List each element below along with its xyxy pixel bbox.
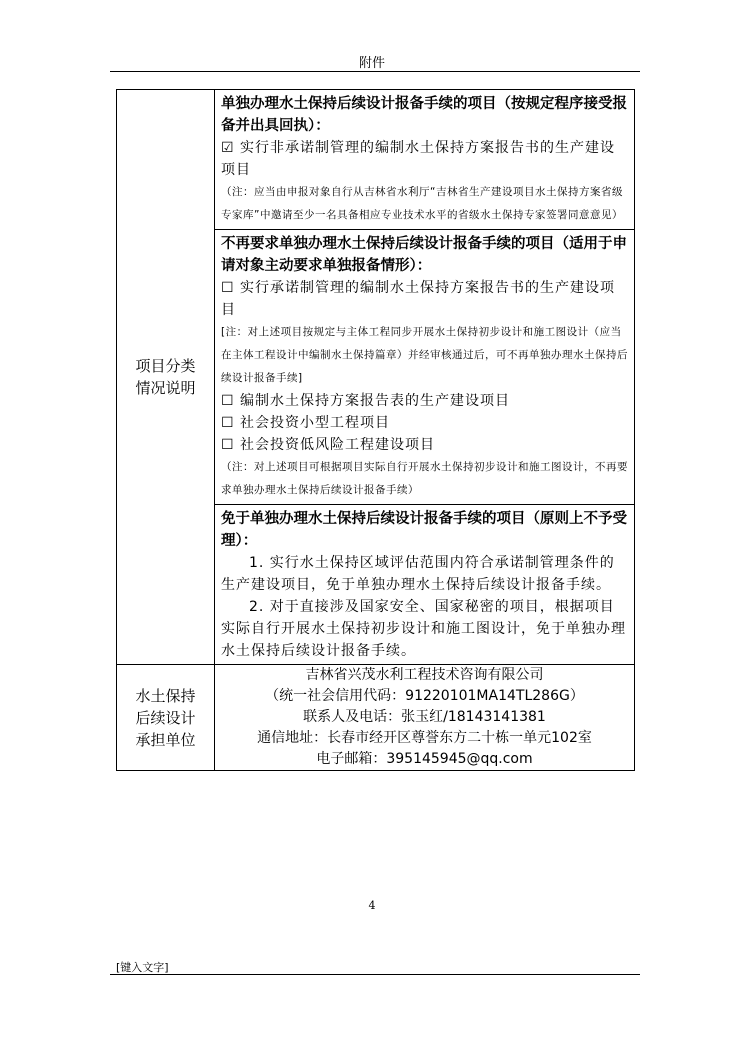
item-text: 实行承诺制管理的编制水土保持方案报告书的生产建设项目 (221, 280, 616, 318)
unit-info-cell (215, 665, 635, 771)
section-2-cell (215, 230, 635, 505)
unit-name: 吉林省兴茂水利工程技术咨询有限公司 (305, 667, 544, 683)
item-text: 社会投资低风险工程建设项目 (240, 437, 436, 453)
checkbox-icon[interactable]: ☐ (221, 437, 235, 453)
header-rule (110, 71, 640, 72)
unit-row (117, 665, 635, 771)
section-3-cell (215, 505, 635, 665)
unit-address: 通信地址：长春市经开区尊誉东方二十栋一单元102室 (257, 730, 592, 746)
section-3-paragraph-2: 2. 对于直接涉及国家安全、国家秘密的项目，根据项目实际自行开展水土保持初步设计和施工图设计，免于单独办理水土保持后续设计报备手续。 (221, 599, 626, 659)
unit-email: 电子邮箱：395145945@qq.com (316, 751, 533, 767)
unit-label-line-1: 水土保持 (135, 686, 196, 705)
checkbox-icon[interactable]: ☐ (221, 393, 235, 409)
section-1-cell (215, 90, 635, 230)
page-number: 4 (368, 899, 376, 912)
section-2-item-3 (221, 412, 628, 434)
section-3-paragraph-1: 1. 实行水土保持区域评估范围内符合承诺制管理条件的生产建设项目，免于单独办理水土保持后续设计报备手续。 (221, 555, 615, 593)
section-2-item-1 (221, 277, 628, 321)
category-label-cell (117, 90, 215, 665)
checked-checkbox-icon[interactable]: ☑ (221, 140, 235, 156)
unit-label-line-2: 后续设计 (135, 708, 196, 727)
section-2-note: [注：对上述项目按规定与主体工程同步开展水土保持初步设计和施工图设计（应当在主体工程设计中编制水土保持篇章）并经审核通过后，可不再单独办理水土保持后续设计报备手续] (221, 326, 628, 384)
unit-label-line-3: 承担单位 (135, 730, 196, 749)
unit-contact: 联系人及电话：张玉红/18143141381 (303, 709, 546, 725)
section-1-note: （注：应当由申报对象自行从吉林省水利厅“吉林省生产建设项目水土保持方案省级专家库”中邀请至少一名具备相应专业技术水平的省级水土保持专家签署同意意见） (221, 186, 623, 221)
unit-label-cell (117, 665, 215, 771)
category-label-line-2: 情况说明 (135, 379, 196, 397)
checkbox-icon[interactable]: ☐ (221, 415, 235, 431)
section-1-title: 单独办理水土保持后续设计报备手续的项目（按规定程序接受报备并出具回执）： (221, 96, 627, 134)
header-title: 附件 (358, 56, 385, 71)
section-2-note-2: （注：对上述项目可根据项目实际自行开展水土保持初步设计和施工图设计，不再要求单独办理水土保持后续设计报备手续） (221, 461, 628, 496)
section-2-item-2 (221, 390, 628, 412)
checkbox-icon[interactable]: ☐ (221, 280, 235, 296)
section-1-item-1 (221, 137, 628, 181)
section-2-item-4 (221, 434, 628, 456)
item-text: 编制水土保持方案报告表的生产建设项目 (240, 393, 511, 409)
project-table (116, 89, 635, 771)
item-text: 实行非承诺制管理的编制水土保持方案报告书的生产建设项目 (221, 140, 616, 178)
section-row-1 (117, 90, 635, 230)
section-3-title: 免于单独办理水土保持后续设计报备手续的项目（原则上不予受理）： (221, 511, 627, 549)
footer-rule (110, 974, 640, 975)
category-label-line-1: 项目分类 (135, 357, 196, 375)
item-text: 社会投资小型工程项目 (240, 415, 391, 431)
unit-credit-code: （统一社会信用代码：91220101MA14TL286G） (265, 688, 584, 704)
footer-text: [键入文字] (116, 961, 169, 974)
section-2-title: 不再要求单独办理水土保持后续设计报备手续的项目（适用于申请对象主动要求单独报备情形）： (221, 236, 627, 274)
